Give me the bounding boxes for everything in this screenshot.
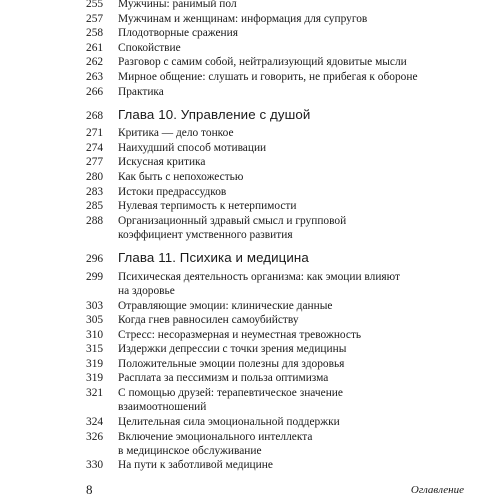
- chapter-page-number: 268: [86, 109, 104, 122]
- entry-page-number: 319: [86, 357, 104, 370]
- chapter-title: Глава 11. Психика и медицина: [118, 250, 309, 266]
- entry-page-number: 285: [86, 200, 104, 213]
- entry-title-line: Разговор с самим собой, нейтрализующий ядовитые мысли: [118, 56, 407, 69]
- entry-page-number: 303: [86, 299, 104, 312]
- entry-title-line: Мужчины: ранимый пол: [118, 0, 237, 10]
- chapter-heading: [86, 108, 466, 123]
- entry-title: [118, 328, 466, 342]
- entry-title: [118, 313, 466, 327]
- entry-title: [118, 430, 466, 459]
- entry-title: [118, 386, 466, 415]
- toc-entry: [86, 0, 466, 11]
- toc-entry: [86, 430, 466, 459]
- entry-title-line: в медицинское обслуживание: [118, 444, 262, 457]
- entry-page-number: 315: [86, 343, 104, 356]
- entry-title-line: Целительная сила эмоциональной поддержки: [118, 415, 340, 428]
- entry-title: [118, 55, 466, 69]
- entry-title-line: Издержки депрессии с точки зрения медицины: [118, 343, 347, 356]
- entry-page-number: 310: [86, 328, 104, 341]
- toc-entry: [86, 185, 466, 199]
- toc-entry: [86, 126, 466, 140]
- entry-title: [118, 70, 466, 84]
- entry-title: [118, 185, 466, 199]
- entry-title: [118, 0, 466, 11]
- toc-entry: [86, 415, 466, 429]
- entry-page-number: 266: [86, 85, 104, 98]
- running-footer-label: Оглавление: [410, 484, 464, 496]
- entry-title-line: Плодотворные сражения: [118, 27, 238, 40]
- entry-page-number: 261: [86, 41, 104, 54]
- entry-title-line: Мирное общение: слушать и говорить, не прибегая к обороне: [118, 70, 418, 83]
- entry-title-line: Когда гнев равносилен самоубийству: [118, 314, 299, 327]
- entry-page-number: 280: [86, 170, 104, 183]
- toc-entry: [86, 299, 466, 313]
- entry-page-number: 324: [86, 415, 104, 428]
- entry-title-line: коэффициент умственного развития: [118, 229, 293, 242]
- entry-title: [118, 415, 466, 429]
- toc-entry: [86, 357, 466, 371]
- entry-page-number: 257: [86, 12, 104, 25]
- entry-title-line: Искусная критика: [118, 156, 206, 169]
- entry-title-line: Организационный здравый смысл и групповой: [118, 214, 347, 227]
- entry-title-line: Отравляющие эмоции: клинические данные: [118, 299, 333, 312]
- toc-entry: [86, 199, 466, 213]
- entry-title-line: Положительные эмоции полезны для здоровья: [118, 357, 345, 370]
- entry-title: [118, 85, 466, 99]
- entry-page-number: 319: [86, 372, 104, 385]
- entry-title-line: С помощью друзей: терапевтическое значение: [118, 387, 343, 400]
- entry-title-line: Мужчинам и женщинам: информация для супругов: [118, 12, 368, 25]
- toc-entry: [86, 170, 466, 184]
- entry-title-line: взаимоотношений: [118, 401, 207, 414]
- entry-title: [118, 12, 466, 26]
- toc-entry: [86, 214, 466, 243]
- entry-page-number: 330: [86, 459, 104, 472]
- entry-page-number: 299: [86, 270, 104, 283]
- entry-page-number: 326: [86, 430, 104, 443]
- entry-title-line: Критика — дело тонкое: [118, 127, 234, 140]
- entry-title-line: Стресс: несоразмерная и неуместная тревожность: [118, 328, 362, 341]
- entry-title: [118, 299, 466, 313]
- toc-entry: [86, 386, 466, 415]
- chapter-title: Глава 10. Управление с душой: [118, 106, 311, 122]
- entry-title: [118, 214, 466, 243]
- chapter-page-number: 296: [86, 253, 104, 266]
- toc-entry: [86, 371, 466, 385]
- toc-entry: [86, 26, 466, 40]
- entry-title-line: Практика: [118, 85, 164, 98]
- toc-entry: [86, 313, 466, 327]
- entry-page-number: 288: [86, 214, 104, 227]
- entry-title: [118, 270, 466, 299]
- entry-title: [118, 342, 466, 356]
- entry-page-number: 321: [86, 387, 104, 400]
- entry-title-line: Расплата за пессимизм и польза оптимизма: [118, 372, 329, 385]
- entry-page-number: 258: [86, 27, 104, 40]
- entry-page-number: 271: [86, 127, 104, 140]
- entry-title: [118, 126, 466, 140]
- entry-title: [118, 141, 466, 155]
- toc-entry: [86, 55, 466, 69]
- entry-title-line: Включение эмоционального интеллекта: [118, 430, 313, 443]
- toc-entry: [86, 12, 466, 26]
- toc-entry: [86, 342, 466, 356]
- toc-entry: [86, 70, 466, 84]
- entry-page-number: 263: [86, 70, 104, 83]
- entry-title-line: Как быть с непохожестью: [118, 170, 244, 183]
- entry-page-number: 283: [86, 185, 104, 198]
- entry-title: [118, 170, 466, 184]
- entry-title-line: Спокойствие: [118, 41, 181, 54]
- toc-entry: [86, 155, 466, 169]
- toc-entry: [86, 328, 466, 342]
- entry-title: [118, 371, 466, 385]
- toc-entry: [86, 458, 466, 472]
- entry-page-number: 274: [86, 141, 104, 154]
- entry-title: [118, 155, 466, 169]
- entry-title-line: Нулевая терпимость к нетерпимости: [118, 200, 297, 213]
- entry-title-line: Наихудший способ мотивации: [118, 141, 267, 154]
- toc-entry: [86, 141, 466, 155]
- toc-entry: [86, 270, 466, 299]
- page-number: 8: [86, 482, 93, 497]
- toc-entry: [86, 85, 466, 99]
- entry-title-line: на здоровье: [118, 284, 175, 297]
- toc-entry: [86, 41, 466, 55]
- entry-page-number: 305: [86, 314, 104, 327]
- entry-title-line: Истоки предрассудков: [118, 185, 227, 198]
- chapter-heading: [86, 251, 466, 266]
- entry-title: [118, 199, 466, 213]
- table-of-contents: [86, 0, 466, 473]
- entry-title-line: Психическая деятельность организма: как эмоции влияют: [118, 270, 401, 283]
- entry-title: [118, 41, 466, 55]
- entry-title: [118, 458, 466, 472]
- entry-title: [118, 357, 466, 371]
- entry-page-number: 255: [86, 0, 104, 10]
- entry-title-line: На пути к заботливой медицине: [118, 459, 273, 472]
- entry-page-number: 277: [86, 156, 104, 169]
- entry-title: [118, 26, 466, 40]
- entry-page-number: 262: [86, 56, 104, 69]
